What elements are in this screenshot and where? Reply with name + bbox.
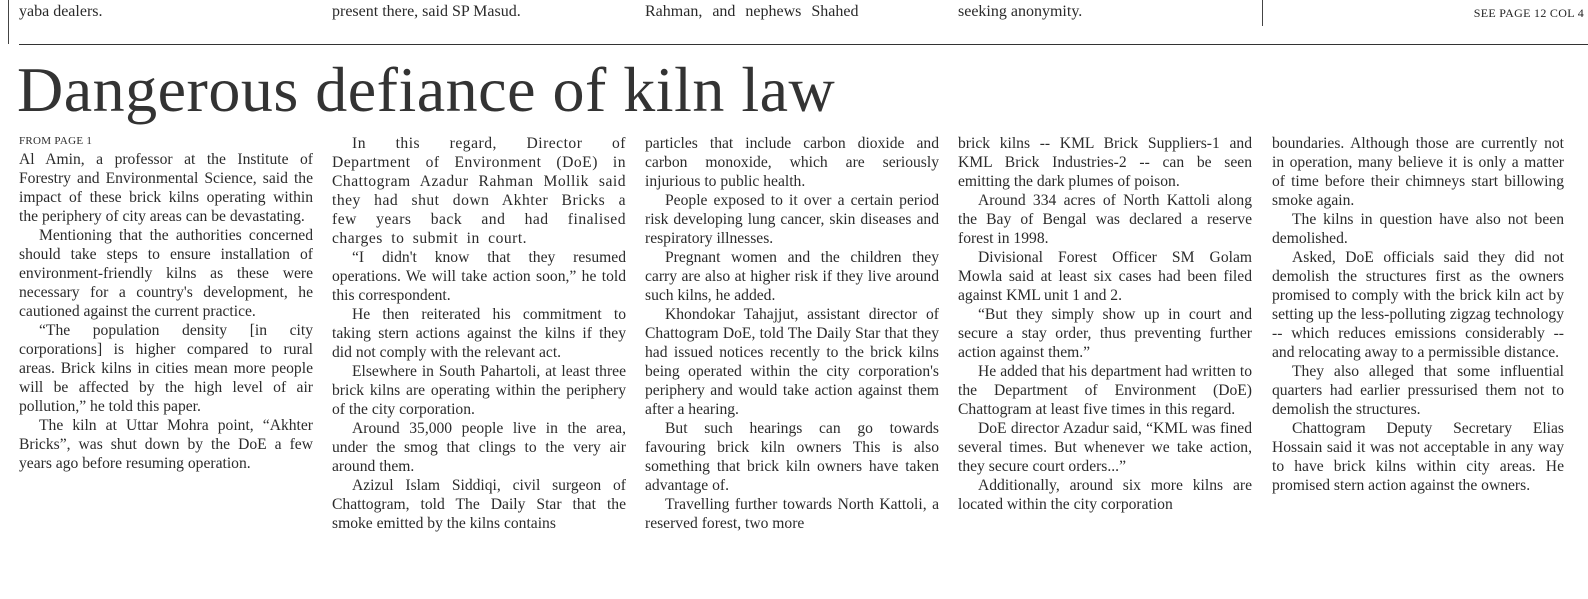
paragraph: Asked, DoE officials said they did not demolish the structures first as the owners promised to comply with the brick kiln act by setting up the less-polluting zigzag technology -- which reduces emissions considerably -- and relocating away to a permissible distance.	[1272, 249, 1564, 361]
paragraph: brick kilns -- KML Brick Suppliers-1 and KML Brick Industries-2 -- can be seen emitting the dark plumes of poison.	[958, 135, 1252, 190]
paragraph: Elsewhere in South Pahartoli, at least three brick kilns are operating within the periphery of the city corporation.	[332, 363, 626, 418]
paragraph: They also alleged that some influential quarters had earlier pressurised them not to demolish the structures.	[1272, 363, 1564, 418]
paragraph: The kiln at Uttar Mohra point, “Akhter Bricks”, was shut down by the DoE a few years ago before resuming operation.	[19, 417, 313, 472]
prev-article-col1: yaba dealers.	[19, 3, 103, 20]
article-column-2	[332, 134, 626, 599]
column-rule	[8, 0, 9, 44]
prev-article-col2: present there, said SP Masud.	[332, 3, 521, 20]
paragraph: The kilns in question have also not been demolished.	[1272, 211, 1564, 247]
prev-article-col4: seeking anonymity.	[958, 3, 1083, 20]
paragraph: Al Amin, a professor at the Institute of Forestry and Environmental Science, said the impact of these brick kilns operating within the periphery of city areas can be devastating.	[19, 151, 313, 225]
article-column-5	[1272, 134, 1564, 599]
article-column-1	[19, 134, 313, 599]
prev-article-col3: Rahman, and nephews Shahed	[645, 3, 859, 20]
column-rule	[1262, 0, 1263, 26]
paragraph: Travelling further towards North Kattoli, a reserved forest, two more	[645, 496, 939, 532]
article-column-4	[958, 134, 1252, 599]
paragraph: Around 35,000 people live in the area, under the smog that clings to the very air around them.	[332, 420, 626, 475]
paragraph: But such hearings can go towards favouring brick kiln owners This is also something that brick kiln owners have taken advantage of.	[645, 420, 939, 494]
paragraph: Pregnant women and the children they carry are also at higher risk if they live around such kilns, he added.	[645, 249, 939, 304]
paragraph: “I didn't know that they resumed operations. We will take action soon,” he told this correspondent.	[332, 249, 626, 304]
from-page-label: FROM PAGE 1	[19, 135, 93, 147]
paragraph: Mentioning that the authorities concerned should take steps to ensure installation of environment-friendly kilns as these were necessary for a country's development, he cautioned against the current practice.	[19, 227, 313, 320]
article-column-3	[645, 134, 939, 599]
paragraph: In this regard, Director of Department of Environment (DoE) in Chattogram Azadur Rahman Mollik said they had shut down Akhter Bricks a few years back and had finalised charges to submit in court.	[332, 135, 626, 247]
paragraph: Around 334 acres of North Kattoli along the Bay of Bengal was declared a reserve forest in 1998.	[958, 192, 1252, 247]
paragraph: He added that his department had written to the Department of Environment (DoE) Chattogram at least five times in this regard.	[958, 363, 1252, 418]
paragraph: particles that include carbon dioxide and carbon monoxide, which are seriously injurious to public health.	[645, 135, 939, 190]
section-divider	[19, 44, 1588, 45]
paragraph: Divisional Forest Officer SM Golam Mowla said at least six cases had been filed against KML unit 1 and 2.	[958, 249, 1252, 304]
previous-article-strip	[0, 0, 1588, 44]
paragraph: Chattogram Deputy Secretary Elias Hossain said it was not acceptable in any way to have brick kilns within city areas. He promised stern action against the owners.	[1272, 420, 1564, 494]
article-headline: Dangerous defiance of kiln law	[17, 54, 836, 125]
continued-reference: SEE PAGE 12 COL 4	[1473, 6, 1584, 20]
paragraph: “The population density [in city corporations] is higher compared to rural areas. Brick kilns in cities mean more people will be affected by the high level of air pollution,” he told this paper.	[19, 322, 313, 415]
paragraph: boundaries. Although those are currently not in operation, many believe it is only a matter of time before their chimneys start billowing smoke again.	[1272, 135, 1564, 209]
paragraph: People exposed to it over a certain period risk developing lung cancer, skin diseases and respiratory illnesses.	[645, 192, 939, 247]
paragraph: Khondokar Tahajjut, assistant director of Chattogram DoE, told The Daily Star that they had issued notices recently to the brick kilns being operated within the city corporation's periphery and would take action against them after a hearing.	[645, 306, 939, 418]
paragraph: Azizul Islam Siddiqi, civil surgeon of Chattogram, told The Daily Star that the smoke emitted by the kilns contains	[332, 477, 626, 532]
paragraph: Additionally, around six more kilns are located within the city corporation	[958, 477, 1252, 513]
paragraph: “But they simply show up in court and secure a stay order, thus preventing further action against them.”	[958, 306, 1252, 361]
paragraph: He then reiterated his commitment to taking stern actions against the kilns if they did not comply with the relevant act.	[332, 306, 626, 361]
paragraph: DoE director Azadur said, “KML was fined several times. But whenever we take action, they secure court orders...”	[958, 420, 1252, 475]
